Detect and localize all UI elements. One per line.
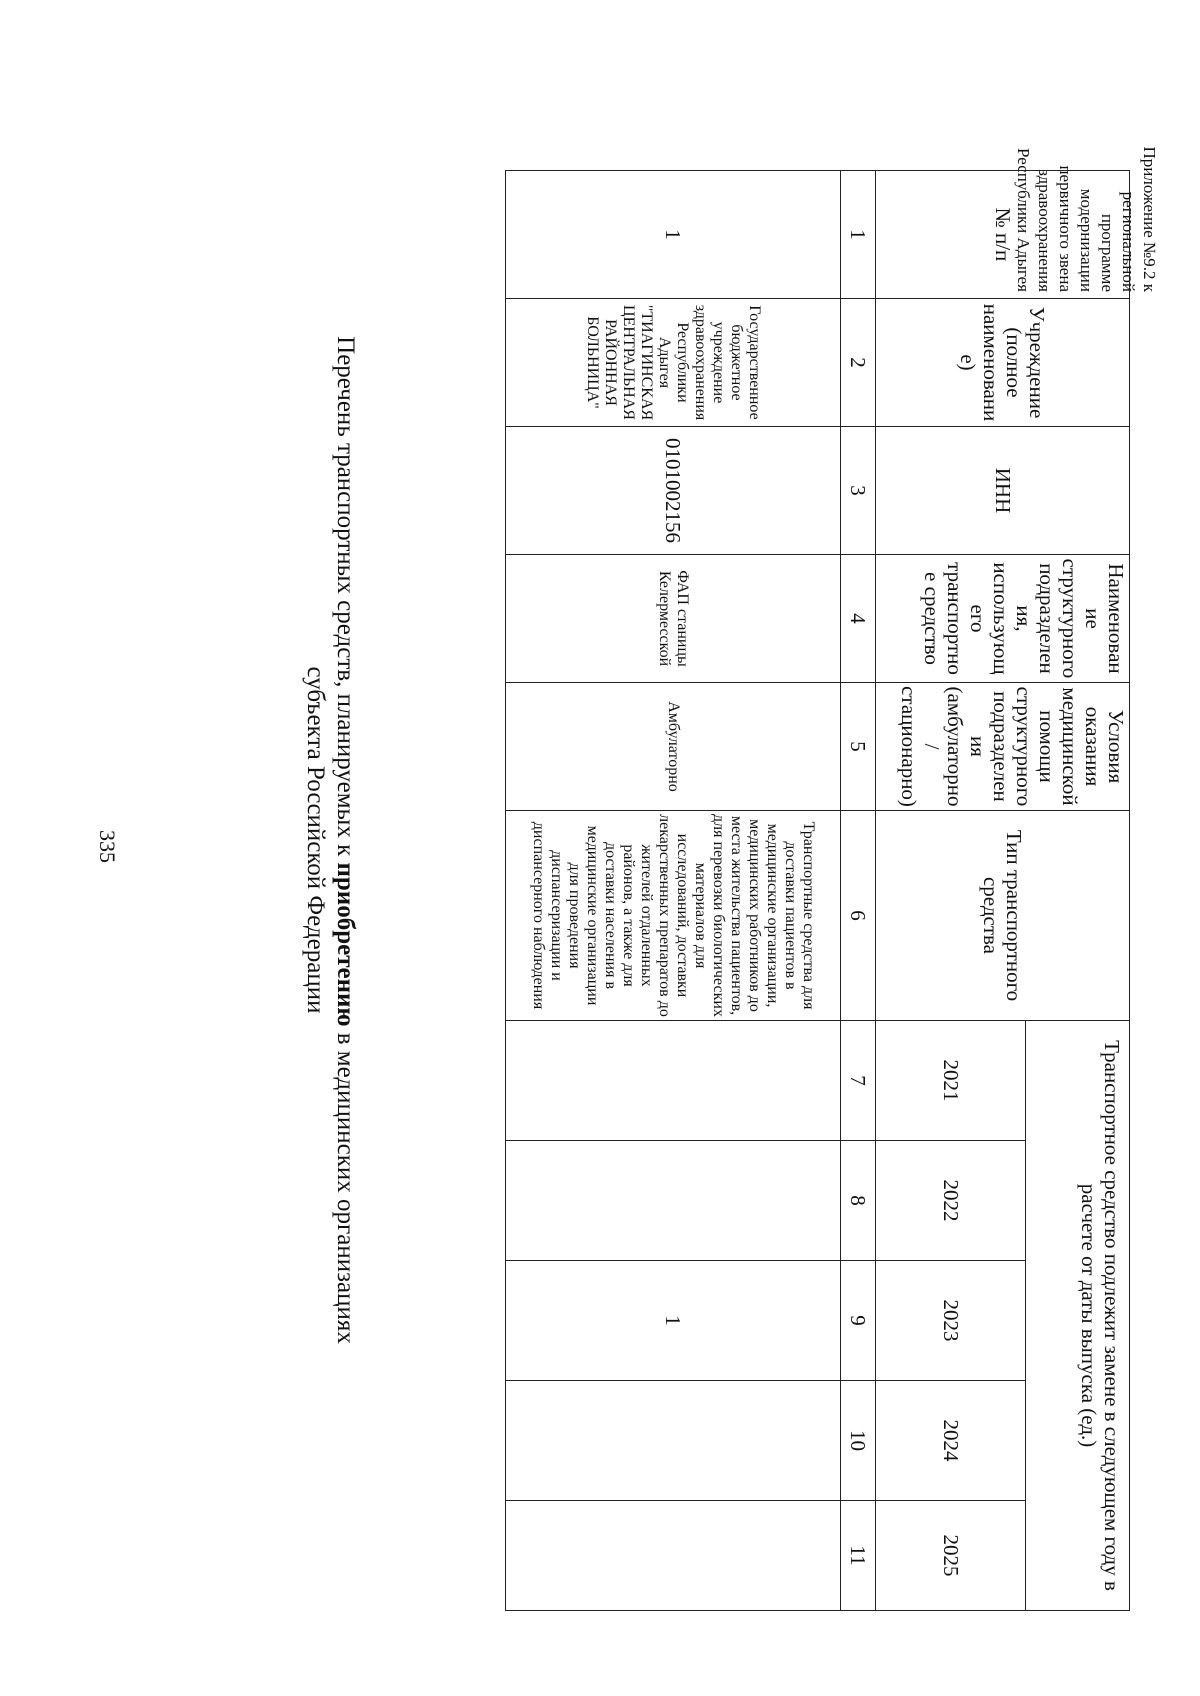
column-number: 9 [841, 1261, 876, 1381]
cell-institution: Государственное бюджетное учреждение здравоохранения Республики Адыгея "ТИАГИНСКАЯ ЦЕНТРАЛЬНАЯ РАЙОННАЯ БОЛЬНИЦА" [506, 299, 841, 427]
table-row [506, 171, 841, 1611]
appendix-line: региональной [1119, 191, 1138, 292]
title-bold: приобретению [332, 862, 359, 1027]
title-part1: Перечень транспортных средств, планируемых к [332, 336, 359, 863]
column-numbers-row [841, 171, 876, 1611]
header-year-2025: 2025 [876, 1501, 1026, 1611]
cell-conditions: Амбулаторно [506, 683, 841, 811]
appendix-line: Приложение №9.2 к [1140, 146, 1159, 292]
column-number: 2 [841, 299, 876, 427]
rotated-sheet [20, 40, 1200, 1660]
cell-2025 [506, 1501, 841, 1611]
appendix-line: первичного звена [1056, 165, 1075, 292]
cell-2021 [506, 1021, 841, 1141]
document-title [300, 300, 360, 1380]
column-number: 11 [841, 1501, 876, 1611]
appendix-line: Республики Адыгея [1014, 148, 1033, 292]
header-unit: Наименование структурного подразделения, использующего транспортное средство [876, 555, 1130, 683]
column-number: 1 [841, 171, 876, 299]
column-number: 3 [841, 427, 876, 555]
cell-number: 1 [506, 171, 841, 299]
header-institution: Учреждение (полное наименование) [876, 299, 1130, 427]
appendix-line: здравоохранения [1035, 169, 1054, 292]
cell-inn: 0101002156 [506, 427, 841, 555]
cell-2024 [506, 1381, 841, 1501]
header-inn: ИНН [876, 427, 1130, 555]
column-number: 10 [841, 1381, 876, 1501]
header-year-2024: 2024 [876, 1381, 1026, 1501]
header-conditions: Условия оказания медицинской помощи структурного подразделения (амбулаторно/ стационарно) [876, 683, 1130, 811]
header-number: № п/п [876, 171, 1130, 299]
cell-unit: ФАП станицы Келермесской [506, 555, 841, 683]
column-number: 8 [841, 1141, 876, 1261]
cell-2023: 1 [506, 1261, 841, 1381]
header-year-2023: 2023 [876, 1261, 1026, 1381]
column-number: 5 [841, 683, 876, 811]
header-year-2021: 2021 [876, 1021, 1026, 1141]
column-number: 6 [841, 811, 876, 1021]
appendix-line: модернизации [1077, 188, 1096, 292]
title-part2: в медицинских организациях [332, 1026, 359, 1344]
cell-2022 [506, 1141, 841, 1261]
cell-vehicle-type: Транспортные средства для доставки пациентов в медицинские организации, медицинских работников до места жительства пациентов, для перевозки биологических материалов для исследований, доставки лекарственных препаратов до жителей отдаленных районов, а также для доставки населения в медицинские организации для проведения диспансеризации и диспансерного наблюдения [506, 811, 841, 1021]
vehicle-table [505, 170, 1130, 1611]
column-number: 7 [841, 1021, 876, 1141]
header-year-2022: 2022 [876, 1141, 1026, 1261]
header-replacement-group: Транспортное средство подлежит замене в следующем году в расчете от даты выпуска (ед.) [1026, 1021, 1130, 1611]
header-vehicle-type: Тип транспортного средства [876, 811, 1130, 1021]
title-line2: субъекта Российской Федерации [302, 666, 329, 1014]
column-number: 4 [841, 555, 876, 683]
page-number: 335 [95, 830, 120, 863]
appendix-line: программе [1098, 213, 1117, 292]
